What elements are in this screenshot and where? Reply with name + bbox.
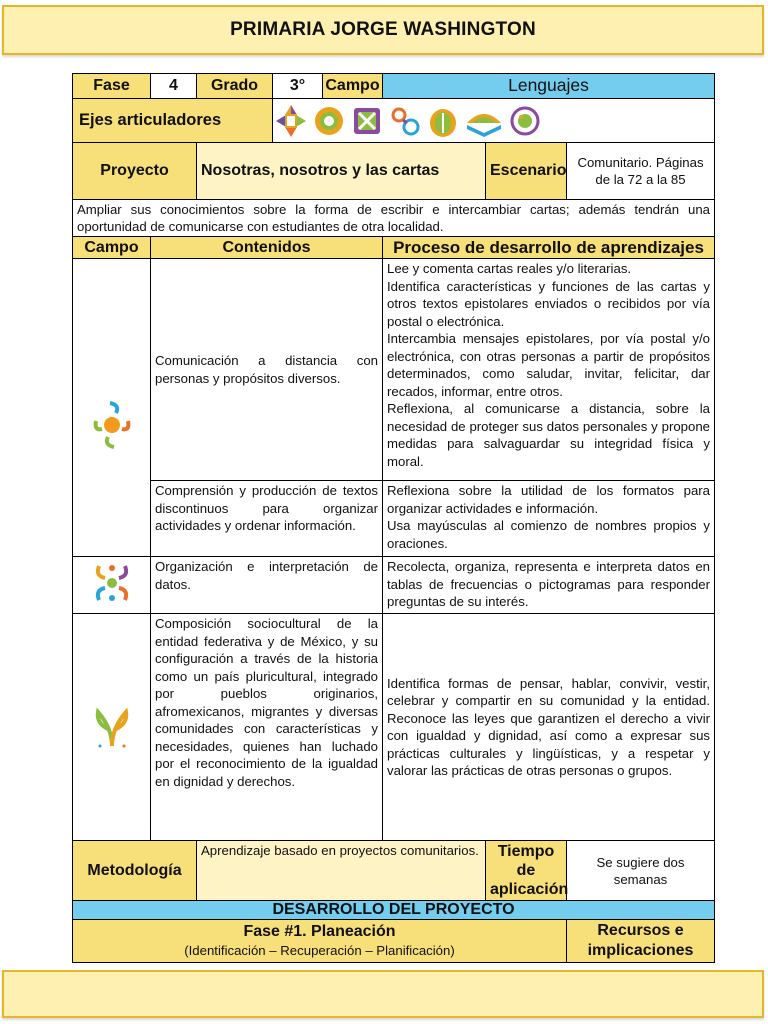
- proceso-2: [383, 481, 715, 557]
- fase-planeacion: [73, 920, 567, 963]
- ejes-label: Ejes articuladores: [73, 99, 273, 143]
- critical-thinking-icon: [312, 103, 346, 139]
- proceso-1-line: Intercambia mensajes epistolares, por vía postal y/o electrónica, con otras personas a partir de propósitos determinados, como saludar, invitar, felicitar, dar recados, informar, entre otros.: [387, 331, 711, 399]
- footer-banner: [2, 970, 764, 1018]
- gender-equality-icon: [388, 103, 422, 139]
- escenario-value: Comunitario. Páginas de la 72 a la 85: [567, 143, 715, 200]
- col-campo-header: Campo: [73, 237, 151, 259]
- col-contenidos-header: Contenidos: [151, 237, 383, 259]
- inclusion-icon: [274, 103, 308, 139]
- tiempo-value: Se sugiere dos semanas: [567, 841, 715, 901]
- metodologia-value: Aprendizaje basado en proyectos comunitarios.: [197, 841, 486, 901]
- header-banner: [2, 5, 764, 55]
- lenguajes-campo-icon: [90, 399, 134, 451]
- grado-value: 3°: [273, 74, 323, 99]
- project-description: Ampliar sus conocimientos sobre la forma de escribir e intercambiar cartas; además tendrán una oportunidad de comunicarse con estudiantes de otra localidad.: [73, 200, 715, 237]
- ejes-icons: [273, 99, 715, 143]
- proceso-2-line: Reflexiona sobre la utilidad de los formatos para organizar actividades e información.: [387, 483, 711, 516]
- campo-cell-lenguajes: [73, 259, 151, 557]
- contenido-1: Comunicación a distancia con personas y propósitos diversos.: [151, 259, 383, 481]
- tiempo-label: Tiempo de aplicación: [486, 841, 567, 901]
- contenido-3: Organización e interpretación de datos.: [151, 557, 383, 614]
- proceso-2-line: Usa mayúsculas al comienzo de nombres propios y oraciones.: [387, 518, 711, 551]
- fase-value: 4: [151, 74, 197, 99]
- recursos-label: Recursos e implicaciones: [567, 920, 715, 963]
- fase-label: Fase: [73, 74, 151, 99]
- proceso-4: [383, 614, 715, 841]
- campo-label: Campo: [323, 74, 383, 99]
- campo-value: Lenguajes: [383, 74, 715, 99]
- saberes-campo-icon: [89, 560, 135, 606]
- healthy-living-icon: [426, 103, 460, 139]
- proceso-3-line: Recolecta, organiza, representa e interpreta datos en tablas de frecuencias o pictogramas para responder preguntas de su interés.: [387, 559, 711, 609]
- proyecto-label: Proyecto: [73, 143, 197, 200]
- proyecto-value: Nosotras, nosotros y las cartas: [197, 143, 486, 200]
- arts-icon: [508, 103, 542, 139]
- proceso-1-line: Lee y comenta cartas reales y/o literarias.: [387, 261, 632, 276]
- proceso-1: [383, 259, 715, 481]
- school-title: PRIMARIA JORGE WASHINGTON: [230, 19, 536, 40]
- desarrollo-title: DESARROLLO DEL PROYECTO: [73, 901, 715, 920]
- grado-label: Grado: [197, 74, 273, 99]
- escenario-label: Escenario: [486, 143, 567, 200]
- campo-cell-etica: [73, 614, 151, 841]
- proceso-3: [383, 557, 715, 614]
- fase-planeacion-title: Fase #1. Planeación: [243, 923, 396, 940]
- col-proceso-header: Proceso de desarrollo de aprendizajes: [383, 237, 715, 259]
- proceso-1-line: Reflexiona, al comunicarse a distancia, sobre la necesidad de proteger sus datos personales y propone medidas para salvaguardar su integridad física y moral.: [387, 401, 711, 469]
- fase-planeacion-subtitle: (Identificación – Recuperación – Planificación): [184, 943, 455, 958]
- planning-table: [72, 73, 715, 963]
- proceso-1-line: Identifica características y funciones de las cartas y otros textos epistolares enviados o recibidos por vía postal o electrónica.: [387, 278, 711, 329]
- reading-icon: [464, 103, 504, 139]
- etica-campo-icon: [92, 700, 132, 750]
- metodologia-label: Metodología: [73, 841, 197, 901]
- interculturality-icon: [350, 103, 384, 139]
- contenido-4: Composición sociocultural de la entidad federativa y de México, y su configuración a través de la historia como un país pluricultural, integrado por pueblos originarios, afromexicanos, migrantes y diversas comunidades con características y necesidades, quienes han luchado por el reconocimiento de la igualdad en dignidad y derechos.: [151, 614, 383, 841]
- campo-cell-saberes: [73, 557, 151, 614]
- proceso-4-line: Identifica formas de pensar, hablar, convivir, vestir, celebrar y compartir en su comunidad y la entidad. Reconoce las leyes que garantizen el derecho a vivir con igualdad y dignidad, así como a expresar sus prácticas culturales y lingüísticas, y a respetar y valorar las prácticas de otras personas o grupos.: [387, 675, 711, 778]
- contenido-2: Comprensión y producción de textos discontinuos para organizar actividades y ordenar información.: [151, 481, 383, 557]
